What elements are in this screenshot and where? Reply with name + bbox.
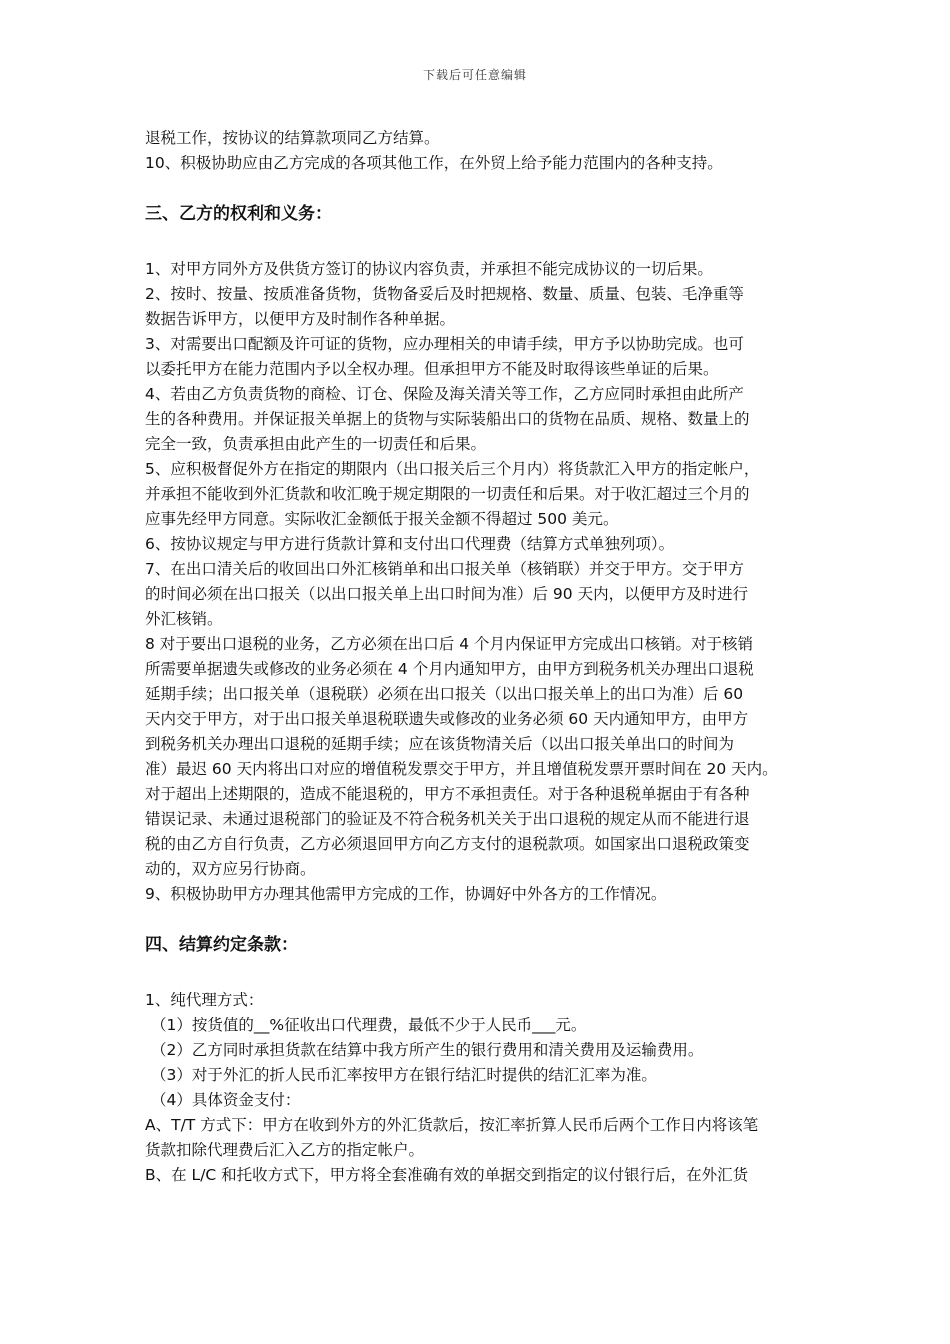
- text-line: 应事先经甲方同意。实际收汇金额低于报关金额不得超过 500 美元。: [145, 510, 619, 528]
- section4-heading: 四、结算约定条款：: [145, 935, 298, 955]
- text-line: 动的，双方应另行协商。: [145, 860, 316, 878]
- text-line: 5、应积极督促外方在指定的期限内（出口报关后三个月内）将货款汇入甲方的指定帐户，: [145, 460, 760, 478]
- text-line: 准）最迟 60 天内将出口对应的增值税发票交于甲方，并且增值税发票开票时间在 20 天内。: [145, 760, 778, 778]
- text-line: 并承担不能收到外汇货款和收汇晚于规定期限的一切责任和后果。对于收汇超过三个月的: [145, 485, 750, 503]
- section3-item-4: [145, 382, 815, 457]
- text-line: 外汇核销。: [145, 610, 223, 628]
- text-line: （1）按货值的__%征收出口代理费，最低不少于人民币___元。: [151, 1016, 587, 1034]
- section3-item-5: [145, 457, 815, 532]
- text-line: （2）乙方同时承担货款在结算中我方所产生的银行费用和清关费用及运输费用。: [151, 1041, 704, 1059]
- text-line: 完全一致，负责承担由此产生的一切责任和后果。: [145, 435, 487, 453]
- section3-heading: 三、乙方的权利和义务：: [145, 204, 332, 224]
- section3-item-7: [145, 557, 815, 632]
- text-line: 生的各种费用。并保证报关单据上的货物与实际装船出口的货物在品质、规格、数量上的: [145, 410, 750, 428]
- section4-body: [145, 988, 815, 1188]
- text-line: （4）具体资金支付：: [151, 1091, 301, 1109]
- text-line: 货款扣除代理费后汇入乙方的指定帐户。: [145, 1141, 425, 1159]
- text-line: 3、对需要出口配额及许可证的货物，应办理相关的申请手续，甲方予以协助完成。也可: [145, 335, 744, 353]
- text-line: 以委托甲方在能力范围内予以全权办理。但承担甲方不能及时取得该些单证的后果。: [145, 360, 719, 378]
- text-line: 退税工作，按协议的结算款项同乙方结算。: [145, 129, 440, 147]
- text-line: 2、按时、按量、按质准备货物，货物备妥后及时把规格、数量、质量、包装、毛净重等: [145, 285, 744, 303]
- section3-item-9: [145, 882, 815, 907]
- text-line: 的时间必须在出口报关（以出口报关单上出口时间为准）后 90 天内，以便甲方及时进行: [145, 585, 749, 603]
- text-line: 错误记录、未通过退税部门的验证及不符合税务机关关于出口退税的规定从而不能进行退: [145, 810, 750, 828]
- text-line: （3）对于外汇的折人民币汇率按甲方在银行结汇时提供的结汇汇率为准。: [151, 1066, 657, 1084]
- section3-item-6: [145, 532, 815, 557]
- section3-item-3: [145, 332, 815, 382]
- text-line: 到税务机关办理出口退税的延期手续；应在该货物清关后（以出口报关单出口的时间为: [145, 735, 735, 753]
- text-line: 1、纯代理方式：: [145, 991, 264, 1009]
- text-line: 9、积极协助甲方办理其他需甲方完成的工作，协调好中外各方的工作情况。: [145, 885, 667, 903]
- text-line: 延期手续；出口报关单（退税联）必须在出口报关（以出口报关单上的出口为准）后 60: [145, 685, 744, 703]
- document-body: [145, 126, 815, 1188]
- section3-item-8: [145, 632, 815, 882]
- text-line: 1、对甲方同外方及供货方签订的协议内容负责，并承担不能完成协议的一切后果。: [145, 260, 713, 278]
- text-line: 10、积极协助应由乙方完成的各项其他工作，在外贸上给予能力范围内的各种支持。: [145, 154, 723, 172]
- text-line: B、在 L/C 和托收方式下，甲方将全套准确有效的单据交到指定的议付银行后，在外汇货: [145, 1166, 749, 1184]
- section2-tail: [145, 126, 815, 176]
- text-line: 7、在出口清关后的收回出口外汇核销单和出口报关单（核销联）并交于甲方。交于甲方: [145, 560, 744, 578]
- page-header: 下载后可任意编辑: [422, 68, 527, 82]
- section3-item-1: [145, 257, 815, 282]
- text-line: 8 对于要出口退税的业务，乙方必须在出口后 4 个月内保证甲方完成出口核销。对于核销: [145, 635, 754, 653]
- text-line: 税的由乙方自行负责，乙方必须退回甲方向乙方支付的退税款项。如国家出口退税政策变: [145, 835, 750, 853]
- text-line: 天内交于甲方，对于出口报关单退税联遗失或修改的业务必须 60 天内通知甲方，由甲方: [145, 710, 749, 728]
- text-line: 数据告诉甲方，以便甲方及时制作各种单据。: [145, 310, 456, 328]
- text-line: 所需要单据遗失或修改的业务必须在 4 个月内通知甲方，由甲方到税务机关办理出口退税: [145, 660, 754, 678]
- section3-item-2: [145, 282, 815, 332]
- text-line: A、T/T 方式下：甲方在收到外方的外汇货款后，按汇率折算人民币后两个工作日内将该笔: [145, 1116, 759, 1134]
- text-line: 4、若由乙方负责货物的商检、订仓、保险及海关清关等工作，乙方应同时承担由此所产: [145, 385, 744, 403]
- text-line: 对于超出上述期限的，造成不能退税的，甲方不承担责任。对于各种退税单据由于有各种: [145, 785, 750, 803]
- text-line: 6、按协议规定与甲方进行货款计算和支付出口代理费（结算方式单独列项）。: [145, 535, 675, 553]
